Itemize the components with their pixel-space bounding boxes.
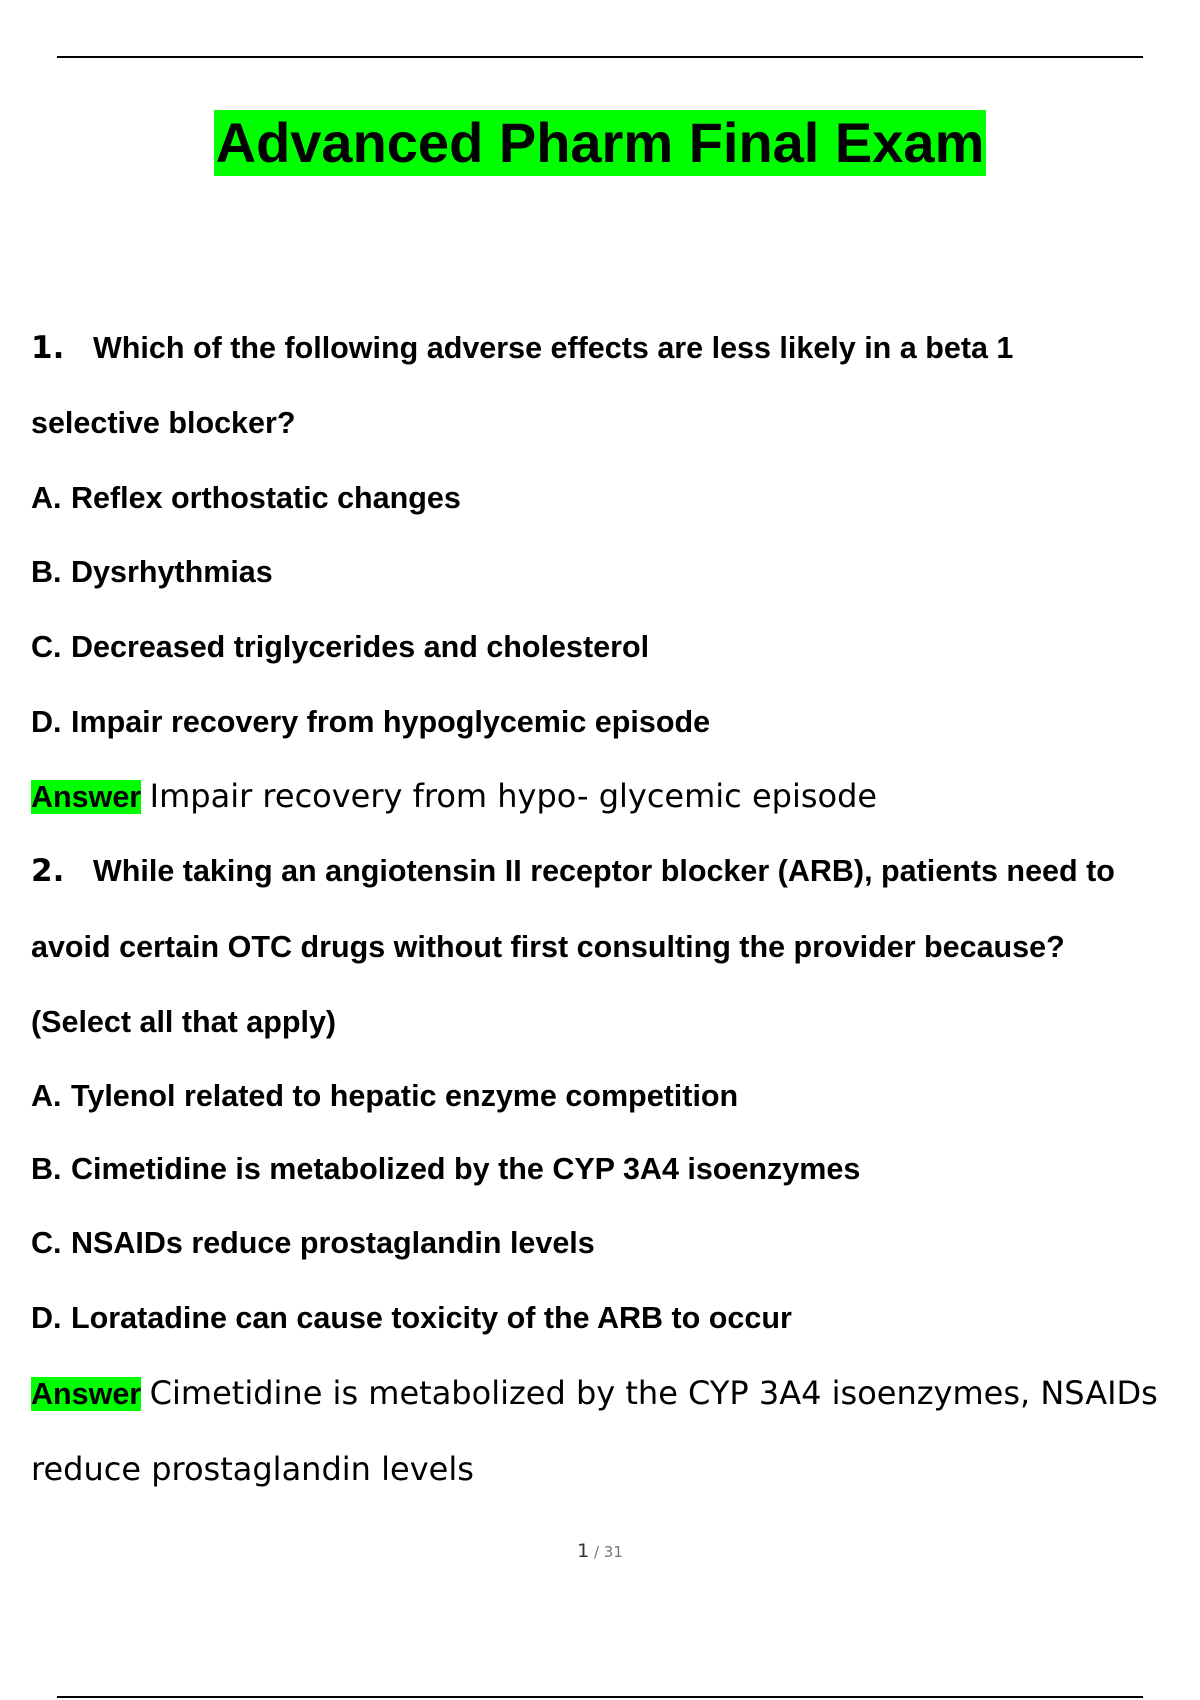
option-letter: D. — [31, 705, 62, 739]
option-text: Cimetidine is metabolized by the CYP 3A4 isoenzymes — [71, 1152, 861, 1186]
question-1-option-b — [31, 552, 273, 592]
question-2-line-2: avoid certain OTC drugs without first consulting the provider because? — [31, 930, 1065, 964]
option-letter: B. — [31, 1152, 62, 1186]
question-1-text: Which of the following adverse effects are less likely in a beta 1 — [93, 331, 1014, 365]
option-letter: A. — [31, 1079, 62, 1113]
question-2-option-a — [31, 1076, 738, 1116]
option-text: NSAIDs reduce prostaglandin levels — [71, 1226, 595, 1260]
option-letter: C. — [31, 1226, 62, 1260]
option-letter: D. — [31, 1301, 62, 1335]
question-1-option-c — [31, 627, 649, 667]
answer-text: Impair recovery from hypo- glycemic episode — [149, 777, 878, 815]
answer-label: Answer — [31, 780, 142, 814]
option-text: Loratadine can cause toxicity of the ARB to occur — [71, 1301, 792, 1335]
option-text: Reflex orthostatic changes — [71, 481, 461, 515]
question-2-line-1 — [31, 851, 1115, 891]
option-text: Tylenol related to hepatic enzyme competition — [71, 1079, 739, 1113]
option-text: Impair recovery from hypoglycemic episode — [71, 705, 711, 739]
option-letter: A. — [31, 481, 62, 515]
bottom-rule — [57, 1696, 1143, 1698]
page-number — [0, 1540, 1200, 1562]
question-1-answer — [31, 776, 877, 817]
question-1-line-2: selective blocker? — [31, 406, 296, 440]
question-1-option-a — [31, 478, 461, 518]
question-1-number: 1. — [31, 330, 65, 366]
question-2-number: 2. — [31, 853, 65, 889]
option-letter: B. — [31, 555, 62, 589]
question-2-option-c — [31, 1223, 595, 1263]
page-separator: / — [589, 1543, 604, 1561]
page-title: Advanced Pharm Final Exam — [215, 111, 985, 174]
option-text: Dysrhythmias — [71, 555, 273, 589]
answer-text: Cimetidine is metabolized by the CYP 3A4 isoenzymes, NSAIDs — [149, 1374, 1158, 1412]
question-2-text: While taking an angiotensin II receptor blocker (ARB), patients need to — [93, 854, 1115, 888]
question-2-answer-line-2: reduce prostaglandin levels — [31, 1450, 474, 1488]
question-2-option-b — [31, 1149, 860, 1189]
question-2-option-d — [31, 1298, 792, 1338]
option-text: Decreased triglycerides and cholesterol — [71, 630, 650, 664]
question-1-option-d — [31, 702, 710, 742]
page-total: 31 — [603, 1543, 623, 1561]
question-2-answer — [31, 1373, 1158, 1414]
option-letter: C. — [31, 630, 62, 664]
page-current: 1 — [577, 1540, 590, 1562]
title-container — [0, 110, 1200, 176]
question-2-line-3: (Select all that apply) — [31, 1005, 337, 1039]
question-1-line-1 — [31, 328, 1013, 368]
top-rule — [57, 56, 1143, 58]
answer-label: Answer — [31, 1377, 142, 1411]
